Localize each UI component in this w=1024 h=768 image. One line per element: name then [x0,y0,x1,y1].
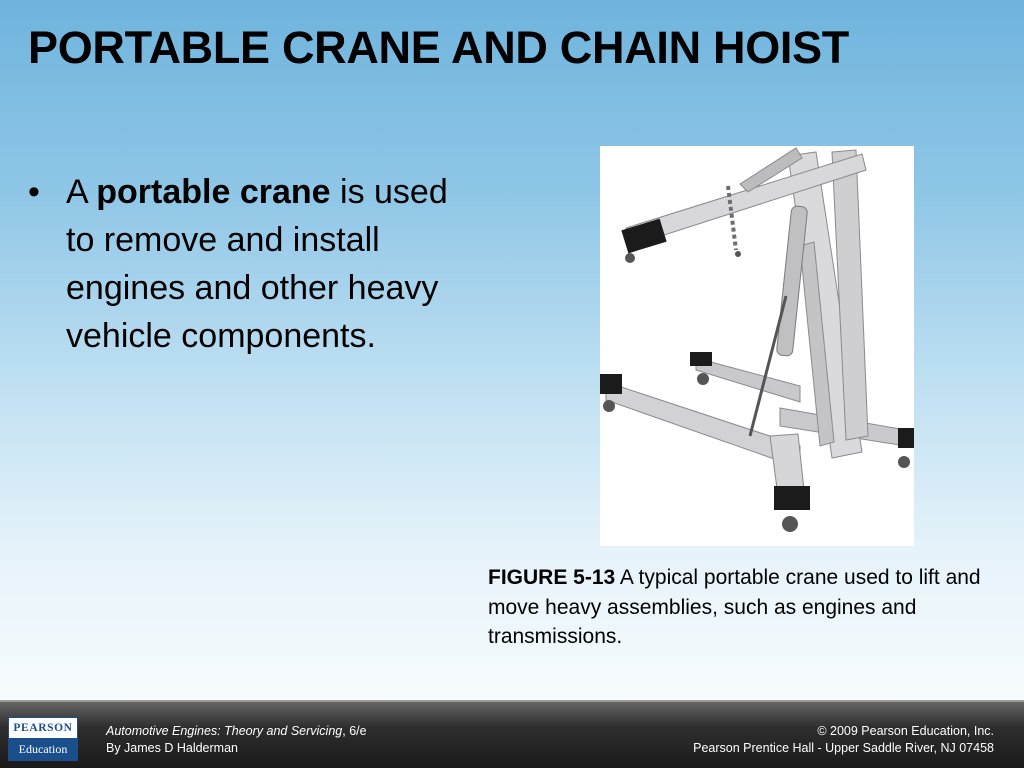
bullet-marker: • [28,173,40,211]
footer-divider [0,700,1024,702]
bullet-bold-term: portable crane [96,173,331,211]
footer-copyright [693,723,994,757]
logo-top-text: PEARSON [9,718,77,738]
figure-caption-text: A typical portable crane used to lift and move heavy assemblies, such as engines and transmissions. [488,566,981,648]
footer-book-info [106,723,367,757]
copyright-text: © 2009 Pearson Education, Inc. [817,724,994,738]
bullet-point [28,168,448,360]
bullet-line1-end: is [330,173,365,211]
figure-label: FIGURE 5-13 [488,566,616,589]
figure-caption [488,563,993,652]
publisher-text: Pearson Prentice Hall - Upper Saddle River, NJ 07458 [693,741,994,755]
crane-photo [600,146,914,546]
logo-bottom-text: Education [9,738,77,760]
bullet-rest: used to remove and install engines and other heavy vehicle components. [66,173,448,355]
pearson-logo [8,717,78,761]
book-title: Automotive Engines: Theory and Servicing [106,724,343,738]
bullet-text [66,168,448,360]
bullet-prefix: A [66,173,97,211]
book-edition: , 6/e [342,724,367,738]
slide-title: PORTABLE CRANE AND CHAIN HOIST [28,22,849,73]
crane-illustration [600,146,914,546]
book-author: By James D Halderman [106,741,238,755]
